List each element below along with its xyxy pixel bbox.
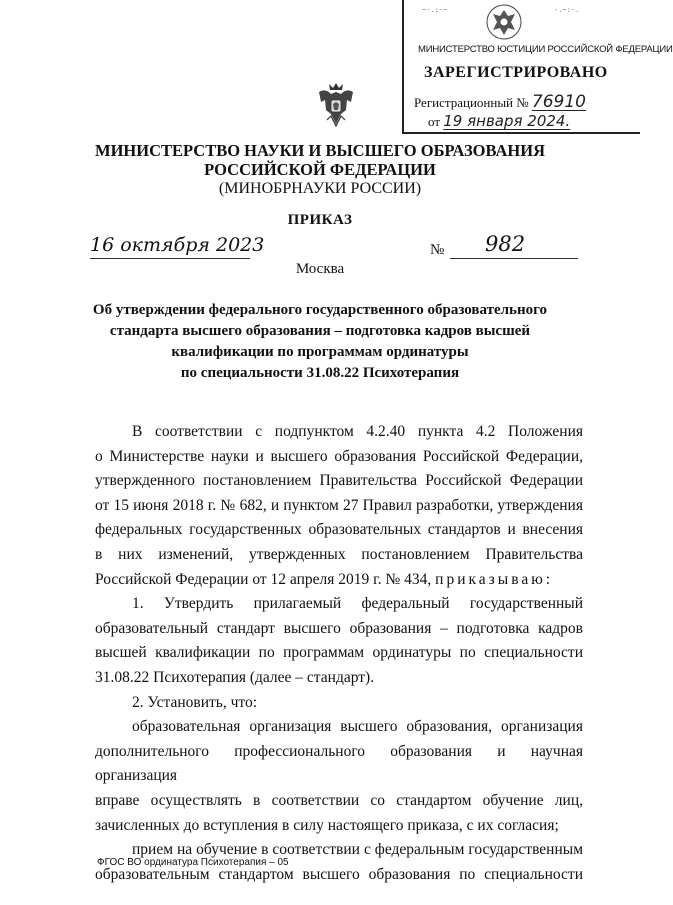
preamble-line1: В соответствии с подпунктом 4.2.40 пункта 4.2 Положения (132, 423, 583, 440)
preamble-line3: утвержденного постановлением Правительства Российской Федерации (95, 472, 583, 490)
ministry-name-line1: МИНИСТЕРСТВО НАУКИ И ВЫСШЕГО ОБРАЗОВАНИЯ (95, 141, 545, 160)
item1-line4: 31.08.22 Психотерапия (далее – стандарт). (95, 668, 375, 686)
preamble-line6: в них изменений, утвержденных постановлением Правительства (95, 545, 583, 563)
stamp-registered-label: ЗАРЕГИСТРИРОВАНО (424, 64, 608, 81)
order-date-handwritten: 16 октября 2023 (90, 234, 265, 256)
order-date-underline (90, 258, 250, 259)
item2a-line1: образовательная организация высшего образования, организация (132, 718, 583, 736)
subject-line4: по специальности 31.08.22 Психотерапия (180, 365, 460, 381)
stamp-reg-number: 76910 (531, 92, 587, 112)
subject-line3: квалификации по программам ординатуры (171, 344, 469, 360)
item2-line: 2. Установить, что: (132, 693, 258, 711)
item2a-line3: вправе осуществлять в соответствии со стандартом обучение лиц, (95, 791, 583, 809)
stamp-reg-label: Регистрационный № (414, 95, 529, 110)
city: Москва (295, 261, 345, 277)
item2b-line1: прием на обучение в соответствии с федеральным государственным (132, 841, 583, 859)
stamp-reg-date-line (428, 112, 570, 130)
stamp-ministry-name: МИНИСТЕРСТВО ЮСТИЦИИ РОССИЙСКОЙ ФЕДЕРАЦИИ (418, 44, 673, 55)
item1-line2: образовательный стандарт высшего образования – подготовка кадров (95, 619, 583, 637)
preamble-line5: федеральных государственных образовательных стандартов и внесения (95, 521, 583, 539)
preamble-line2: о Министерстве науки и высшего образования Российской Федерации, (95, 447, 583, 465)
subject-line2: стандарта высшего образования – подготовка кадров высшей (109, 323, 531, 339)
item2a-line2: дополнительного профессионального образования и научная организация (95, 742, 583, 785)
preamble-line7 (95, 568, 583, 593)
item1-line1: 1. Утвердить прилагаемый федеральный государственный (132, 595, 583, 613)
stamp-reg-date: 19 января 2024. (443, 112, 571, 130)
item1-line3: высшей квалификации по программам ординатуры по специальности (95, 644, 583, 662)
order-title: ПРИКАЗ (287, 212, 353, 228)
item2a-line4: зачисленных до вступления в силу настоящего приказа, с их согласия; (95, 816, 559, 834)
stamp-scribble-right: ·.~:·. (554, 6, 580, 14)
order-body (95, 420, 583, 887)
subject-line1: Об утверждении федерального государственного образовательного (92, 302, 548, 318)
stamp-scribble-left: ~·.:·~ (422, 6, 448, 14)
preamble-line4: от 15 июня 2018 г. № 682, и пунктом 27 Правил разработки, утверждения (95, 496, 583, 514)
coat-of-arms-icon (313, 80, 359, 130)
ministry-abbreviation: (МИНОБРНАУКИ РОССИИ) (218, 180, 422, 197)
page-footer: ФГОС ВО ординатура Психотерапия – 05 (97, 857, 289, 868)
preamble-line7-text: Российской Федерации от 12 апреля 2019 г. № 434, (95, 570, 432, 588)
order-verb: приказываю: (435, 570, 554, 588)
item2b-line2: образовательным стандартом высшего образования по специальности (95, 865, 583, 883)
registration-stamp (402, 0, 673, 134)
ministry-name-line2: РОССИЙСКОЙ ФЕДЕРАЦИИ (204, 160, 436, 179)
order-number-underline (450, 258, 578, 259)
stamp-reg-number-line (414, 92, 586, 112)
order-number-handwritten: 982 (485, 232, 526, 256)
stamp-from-label: от (428, 114, 441, 129)
order-number-label: № (430, 242, 445, 258)
stamp-emblem-icon (484, 2, 524, 42)
order-subject (0, 300, 640, 384)
